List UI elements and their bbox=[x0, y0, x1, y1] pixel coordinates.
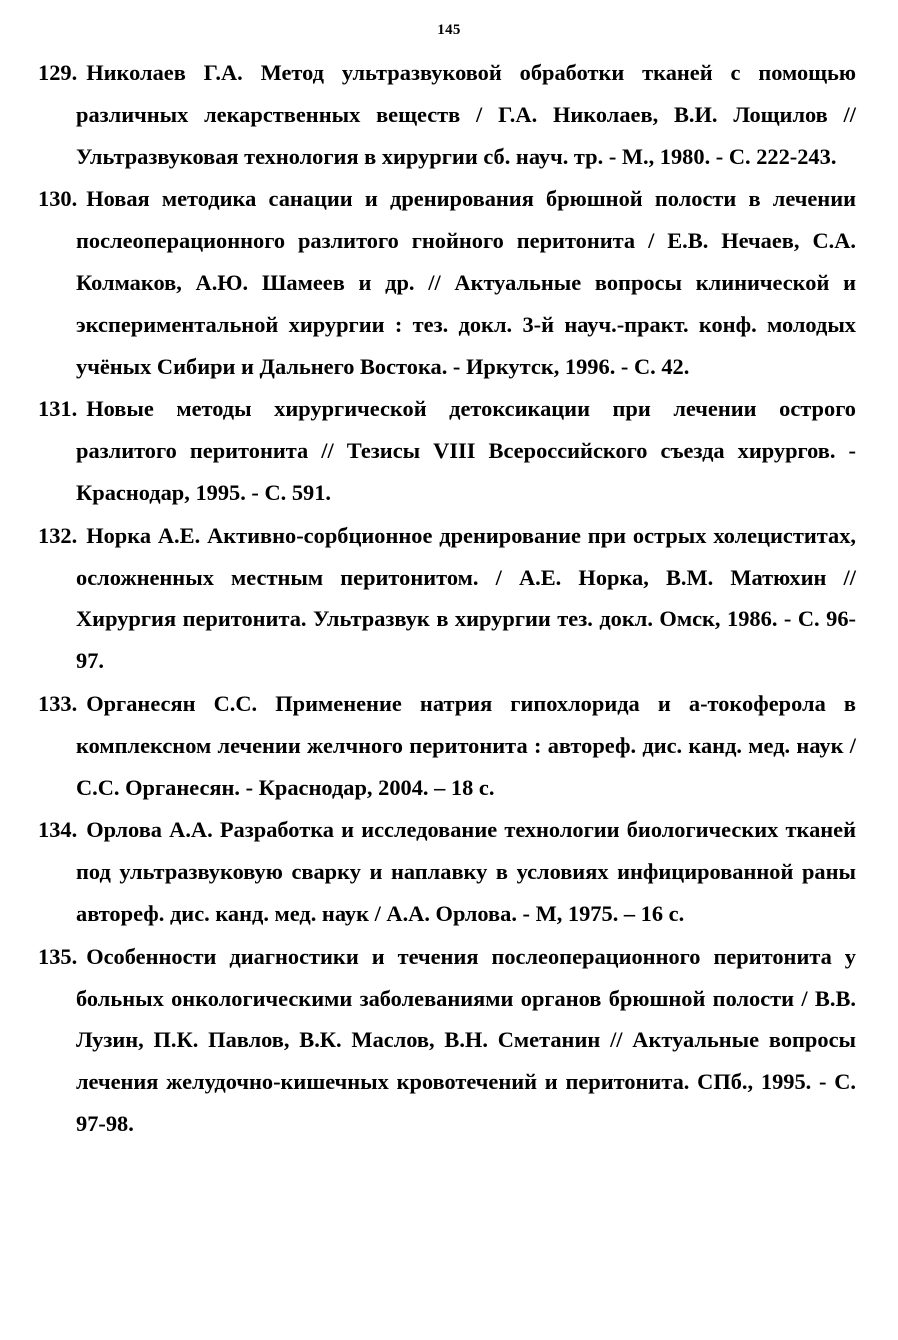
reference-text: Николаев Г.А. Метод ультразвуковой обработки тканей с помощью различных лекарственных веществ / Г.А. Николаев, В.И. Лощилов // Ультразвуковая технология в хирургии сб. науч. тр. - М., 1980. - С. 222-243. bbox=[76, 60, 856, 169]
reference-text: Органесян С.С. Применение натрия гипохлорида и а-токоферола в комплексном лечении желчного перитонита : автореф. дис. канд. мед. наук / С.С. Органесян. - Краснодар, 2004. – 18 с. bbox=[76, 690, 856, 800]
reference-text: Норка А.Е. Активно-сорбционное дренирование при острых холециститах, осложненных местным перитонитом. / А.Е. Норка, В.М. Матюхин // Хирургия перитонита. Ультразвук в хирургии тез. докл. Омск, 1986. - С. 96-97. bbox=[76, 522, 856, 674]
reference-text: Орлова А.А. Разработка и исследование технологии биологических тканей под ультразвуковую сварку и наплавку в условиях инфицированной раны автореф. дис. канд. мед. наук / А.А. Орлова. - М, 1975. – 16 с. bbox=[76, 817, 856, 926]
reference-text: Особенности диагностики и течения послеоперационного перитонита у больных онкологическими заболеваниями органов брюшной полости / В.В. Лузин, П.К. Павлов, В.К. Маслов, В.Н. Сметанин // Актуальные вопросы лечения желудочно-кишечных кровотечений и перитонита. СПб., 1995. - С. 97-98. bbox=[76, 943, 856, 1136]
reference-text: Новые методы хирургической детоксикации при лечении острого разлитого перитонита // Тезисы VIII Всероссийского съезда хирургов. - Краснодар, 1995. - С. 591. bbox=[76, 396, 856, 505]
reference-item bbox=[38, 178, 856, 387]
reference-list bbox=[38, 52, 856, 1146]
reference-number: 131. bbox=[38, 396, 78, 422]
reference-number: 130. bbox=[38, 186, 78, 212]
reference-item bbox=[38, 515, 856, 682]
reference-number: 135. bbox=[38, 943, 78, 969]
reference-item bbox=[38, 936, 856, 1145]
reference-item bbox=[38, 52, 856, 177]
reference-text: Новая методика санации и дренирования брюшной полости в лечении послеоперационного разлитого гнойного перитонита / Е.В. Нечаев, С.А. Колмаков, А.Ю. Шамеев и др. // Актуальные вопросы клинической и экспериментальной хирургии : тез. докл. 3-й науч.-практ. конф. молодых учёных Сибири и Дальнего Востока. - Иркутск, 1996. - С. 42. bbox=[76, 186, 856, 379]
reference-number: 134. bbox=[38, 817, 78, 843]
reference-item bbox=[38, 809, 856, 934]
reference-item bbox=[38, 683, 856, 808]
page-number: 145 bbox=[437, 22, 461, 38]
reference-number: 132. bbox=[38, 522, 78, 548]
reference-number: 133. bbox=[38, 690, 78, 716]
reference-item bbox=[38, 388, 856, 513]
reference-number: 129. bbox=[38, 60, 78, 85]
